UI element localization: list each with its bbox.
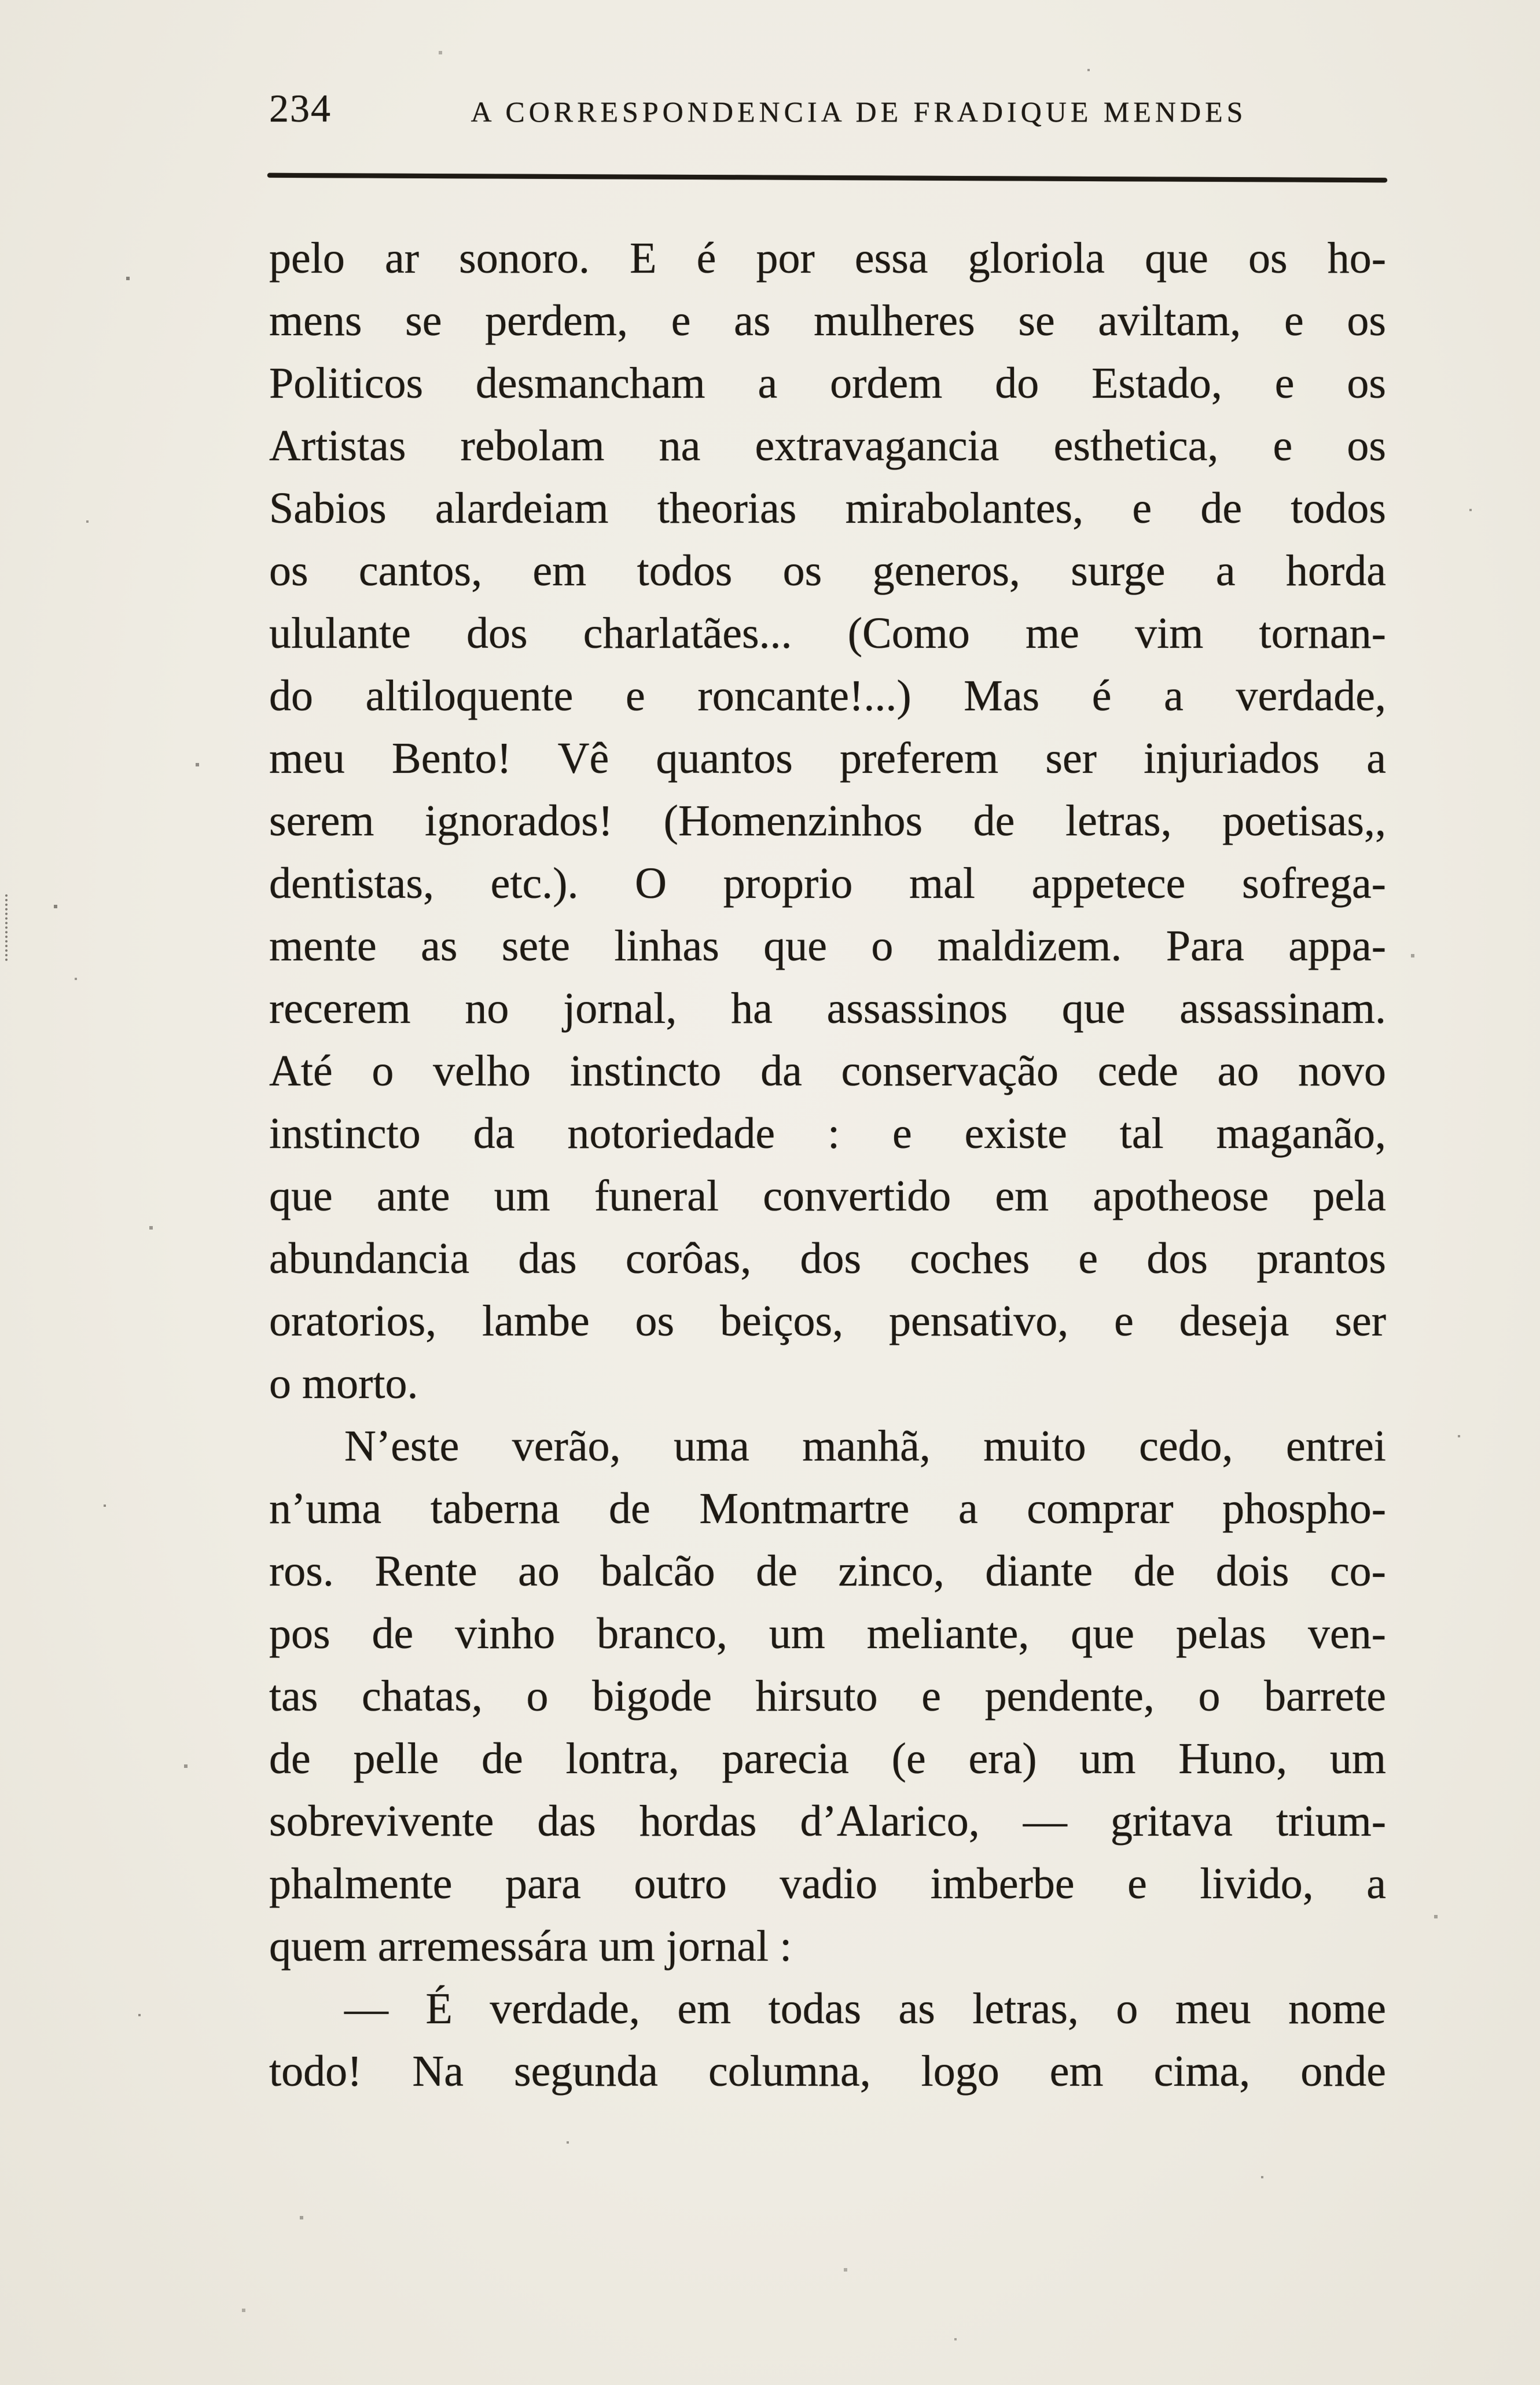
text-line: Sabios alardeiam theorias mirabolantes, e de todos [269, 484, 1386, 533]
text-line: instincto da notoriedade : e existe tal maganão, [269, 1109, 1386, 1158]
text-line: de pelle de lontra, parecia (e era) um Huno, um [269, 1734, 1386, 1783]
page-header [269, 86, 1386, 131]
text-line: dentistas, etc.). O proprio mal appetece sofrega- [269, 859, 1386, 908]
text-line: phalmente para outro vadio imberbe e livido, a [269, 1859, 1386, 1908]
text-line: pos de vinho branco, um meliante, que pelas ven- [269, 1609, 1386, 1658]
text-line: serem ignorados! (Homenzinhos de letras, poetisas,, [269, 797, 1386, 845]
text-line: ros. Rente ao balcão de zinco, diante de dois co- [269, 1547, 1386, 1595]
header-rule [267, 173, 1387, 182]
body-text [269, 227, 1386, 2103]
text-line: os cantos, em todos os generos, surge a horda [269, 546, 1386, 595]
text-line: mens se perdem, e as mulheres se aviltam, e os [269, 296, 1386, 345]
text-line: Até o velho instincto da conservação cede ao novo [269, 1047, 1386, 1095]
text-line: tas chatas, o bigode hirsuto e pendente, o barrete [269, 1672, 1386, 1720]
text-line: Politicos desmancham a ordem do Estado, e os [269, 359, 1386, 408]
text-line: pelo ar sonoro. E é por essa gloriola que os ho- [269, 234, 1386, 282]
text-line: oratorios, lambe os beiços, pensativo, e deseja ser [269, 1297, 1386, 1345]
text-line: Artistas rebolam na extravagancia esthetica, e os [269, 421, 1386, 470]
scan-margin-artifact [5, 894, 8, 961]
text-line: abundancia das corôas, dos coches e dos prantos [269, 1234, 1386, 1283]
text-line: do altiloquente e roncante!...) Mas é a verdade, [269, 672, 1386, 720]
text-line: recerem no jornal, ha assassinos que assassinam. [269, 984, 1386, 1033]
text-line: sobrevivente das hordas d’Alarico, — gritava trium- [269, 1797, 1386, 1845]
text-line: — É verdade, em todas as letras, o meu nome [344, 1984, 1386, 2033]
text-line: mente as sete linhas que o maldizem. Para appa- [269, 922, 1386, 970]
text-line: todo! Na segunda columna, logo em cima, onde [269, 2047, 1386, 2096]
text-line: N’este verão, uma manhã, muito cedo, entrei [344, 1422, 1386, 1470]
text-line: quem arremessára um jornal : [269, 1922, 792, 1971]
scan-noise-specks [0, 0, 1, 1]
text-line: ululante dos charlatães... (Como me vim tornan- [269, 609, 1386, 658]
running-title: A CORRESPONDENCIA DE FRADIQUE MENDES [471, 96, 1247, 128]
text-line: n’uma taberna de Montmartre a comprar phospho- [269, 1484, 1386, 1533]
text-line: o morto. [269, 1359, 418, 1408]
text-line: meu Bento! Vê quantos preferem ser injuriados a [269, 734, 1386, 783]
text-line: que ante um funeral convertido em apotheose pela [269, 1172, 1386, 1220]
page-number: 234 [269, 86, 332, 130]
